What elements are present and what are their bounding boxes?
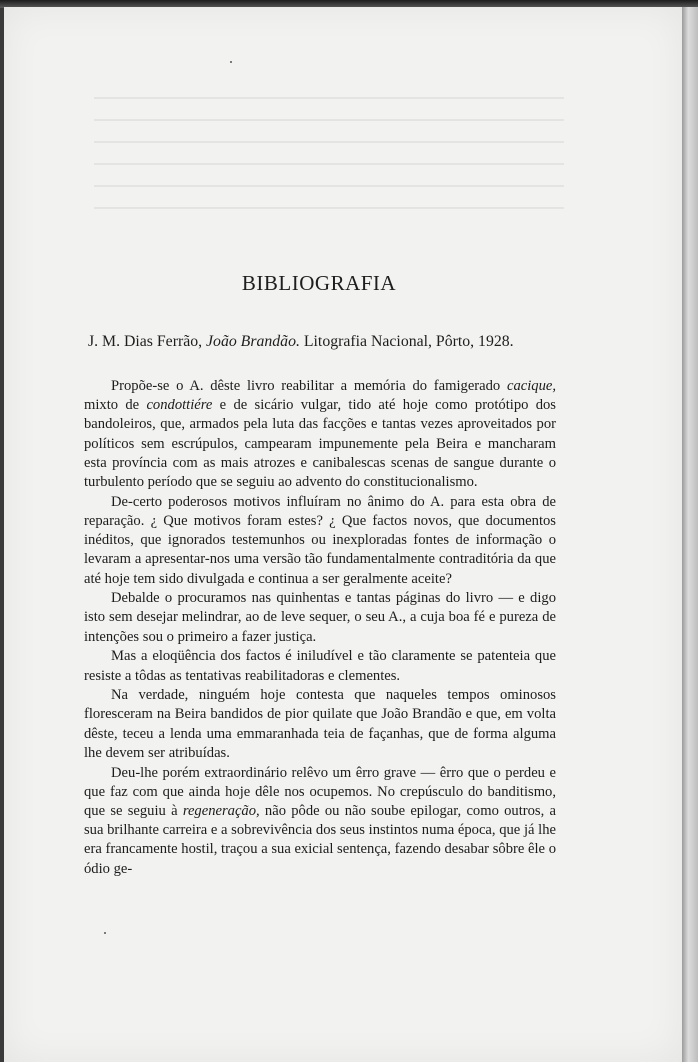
show-through-text <box>94 97 564 217</box>
citation-line <box>88 333 558 351</box>
paragraph <box>84 377 556 492</box>
citation-author: J. M. Dias Ferrão, <box>88 333 203 350</box>
text-run: Deu-lhe porém extraordinário relêvo um êrro grave — êrro que o perdeu e que faz com que ainda hoje dêle nos ocupemos. No crepúsculo do banditismo, que se seguiu à <box>84 764 556 819</box>
citation-publisher: Litografia Nacional, Pôrto, 1928. <box>303 333 514 350</box>
scan-page-edge <box>682 7 698 1062</box>
paragraph <box>84 647 556 685</box>
citation-work-title: João Brandão. <box>206 333 300 350</box>
paragraph <box>84 764 556 879</box>
text-run: mixto de <box>84 397 147 414</box>
text-run: Debalde o procuramos nas quinhentas e tantas páginas do livro — e digo isto sem desejar melindrar, ao de leve sequer, o seu A., a cuja boa fé e pureza de intenções sou o primeiro a fazer justiça. <box>84 590 556 645</box>
paper-speck <box>230 61 232 63</box>
text-run: Propõe-se o A. dêste livro reabilitar a memória do famigerado <box>111 378 507 394</box>
italic-term: regeneração, <box>182 802 260 819</box>
paragraph <box>84 589 556 647</box>
book-page <box>4 7 682 1062</box>
text-run: De-certo poderosos motivos influíram no ânimo do A. para esta obra de reparação. ¿ Que motivos foram estes? ¿ Que factos novos, que documentos inéditos, que ignorados testemunhos ou inexploradas fontes de informação o levaram a apresentar-nos uma versão tão fundamentalmente contraditória da que até hoje tem sido divulgada e continua a ser geralmente aceite? <box>84 493 556 587</box>
page-heading: BIBLIOGRAFIA <box>241 271 397 295</box>
paper-speck <box>104 932 106 934</box>
text-run: não pôde ou não soube epilogar, como outros, a sua brilhante carreira e a sobrevivência dos seus instintos numa época, que já lhe era francamente hostil, traçou a sua exicial sentença, fazendo desabar sôbre êle o ódio ge- <box>84 802 556 877</box>
body-text <box>84 377 556 879</box>
italic-term: condottiére <box>146 397 213 414</box>
text-run: e de sicário vulgar, tido até hoje como protótipo dos bandoleiros, que, armados pela luta das facções e tantas vezes aproveitados por políticos sem escrúpulos, campearam impunemente pela Beira e mancharam esta província com as mais atrozes e canibalescas scenas de sangue durante o turbulento período que se seguiu ao advento do constitucionalismo. <box>84 397 556 491</box>
text-run: Mas a eloqüência dos factos é iniludível e tão claramente se patenteia que resiste a tôdas as tentativas reabilitadoras e clementes. <box>84 648 556 684</box>
paragraph <box>84 686 556 763</box>
paragraph <box>84 493 556 589</box>
italic-term: cacique, <box>506 378 556 394</box>
text-run: Na verdade, ninguém hoje contesta que naqueles tempos ominosos floresceram na Beira bandidos de pior quilate que João Brandão e que, em volta dêste, teceu a lenda uma emmaranhada teia de façanhas, que de forma alguma lhe devem ser atribuídas. <box>84 687 556 761</box>
